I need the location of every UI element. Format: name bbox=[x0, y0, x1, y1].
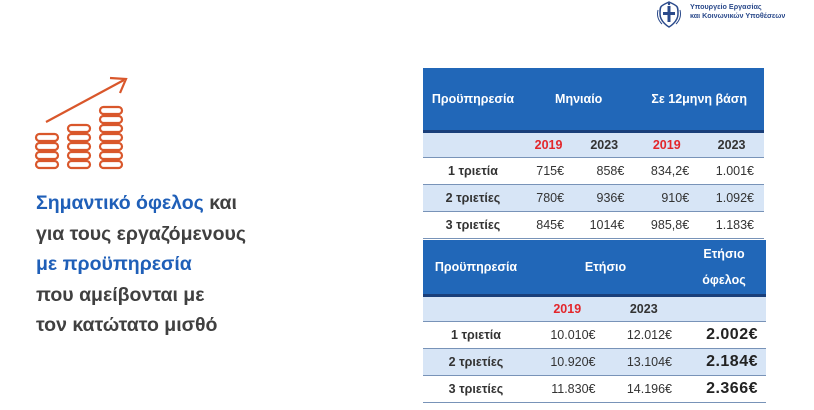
cell: 1.092€ bbox=[699, 185, 764, 212]
row-label: 3 τριετίες bbox=[423, 376, 529, 403]
cell: 715€ bbox=[523, 158, 574, 185]
ministry-name bbox=[690, 2, 785, 20]
col-annualized: Σε 12μηνη βάση bbox=[634, 68, 764, 132]
cell: 858€ bbox=[574, 158, 634, 185]
benefit-header-line1: Ετήσιο bbox=[703, 247, 745, 261]
cell: 1.001€ bbox=[699, 158, 764, 185]
table-row bbox=[423, 322, 766, 349]
table-row bbox=[423, 349, 766, 376]
table-header-row bbox=[423, 240, 766, 296]
cell: 845€ bbox=[523, 212, 574, 239]
benefit-header-line2: όφελος bbox=[702, 273, 746, 287]
col-monthly: Μηνιαίο bbox=[523, 68, 634, 132]
row-label: 2 τριετίες bbox=[423, 349, 529, 376]
row-label: 1 τριετία bbox=[423, 322, 529, 349]
year-cell: 2023 bbox=[606, 296, 683, 322]
coin-growth-icon bbox=[32, 70, 132, 178]
col-annual-benefit bbox=[682, 240, 766, 296]
year-cell: 2019 bbox=[529, 296, 606, 322]
table-header-row bbox=[423, 68, 764, 132]
table-row bbox=[423, 376, 766, 403]
benefit-cell: 2.184€ bbox=[682, 349, 766, 376]
ministry-logo bbox=[654, 0, 785, 30]
cell: 13.104€ bbox=[606, 349, 683, 376]
headline-text-1: και bbox=[203, 192, 237, 214]
row-label: 1 τριετία bbox=[423, 158, 523, 185]
row-label: 2 τριετίες bbox=[423, 185, 523, 212]
cell: 10.920€ bbox=[529, 349, 606, 376]
cell: 10.010€ bbox=[529, 322, 606, 349]
headline bbox=[36, 188, 246, 341]
cell: 14.196€ bbox=[606, 376, 683, 403]
cell: 780€ bbox=[523, 185, 574, 212]
ministry-line2: και Κοινωνικών Υποθέσεων bbox=[690, 11, 786, 20]
years-row bbox=[423, 132, 764, 158]
year-cell: 2019 bbox=[523, 132, 574, 158]
headline-line-2: για τους εργαζόμενους bbox=[36, 222, 247, 245]
headline-highlight-1: Σημαντικό όφελος bbox=[36, 192, 204, 214]
headline-line-4: που αμείβονται με bbox=[36, 283, 205, 306]
headline-line-5: τον κατώτατο μισθό bbox=[36, 314, 218, 336]
col-experience: Προϋπηρεσία bbox=[423, 240, 529, 296]
table-row bbox=[423, 185, 764, 212]
cell: 1.183€ bbox=[699, 212, 764, 239]
year-cell: 2023 bbox=[574, 132, 634, 158]
year-cell: 2023 bbox=[699, 132, 764, 158]
headline-highlight-2: με προϋπηρεσία bbox=[36, 253, 192, 275]
col-annual: Ετήσιο bbox=[529, 240, 682, 296]
cell: 834,2€ bbox=[634, 158, 699, 185]
benefit-cell: 2.002€ bbox=[682, 322, 766, 349]
ministry-line1: Υπουργείο Εργασίας bbox=[690, 2, 762, 11]
table-row bbox=[423, 212, 764, 239]
annual-salary-table bbox=[423, 240, 766, 403]
cell: 910€ bbox=[634, 185, 699, 212]
benefit-cell: 2.366€ bbox=[682, 376, 766, 403]
cell: 11.830€ bbox=[529, 376, 606, 403]
greek-emblem-icon bbox=[654, 0, 684, 30]
cell: 985,8€ bbox=[634, 212, 699, 239]
col-experience: Προϋπηρεσία bbox=[423, 68, 523, 132]
cell: 1014€ bbox=[574, 212, 634, 239]
years-row bbox=[423, 296, 766, 322]
cell: 936€ bbox=[574, 185, 634, 212]
year-cell: 2019 bbox=[634, 132, 699, 158]
row-label: 3 τριετίες bbox=[423, 212, 523, 239]
table-row bbox=[423, 158, 764, 185]
monthly-salary-table bbox=[423, 68, 764, 239]
cell: 12.012€ bbox=[606, 322, 683, 349]
